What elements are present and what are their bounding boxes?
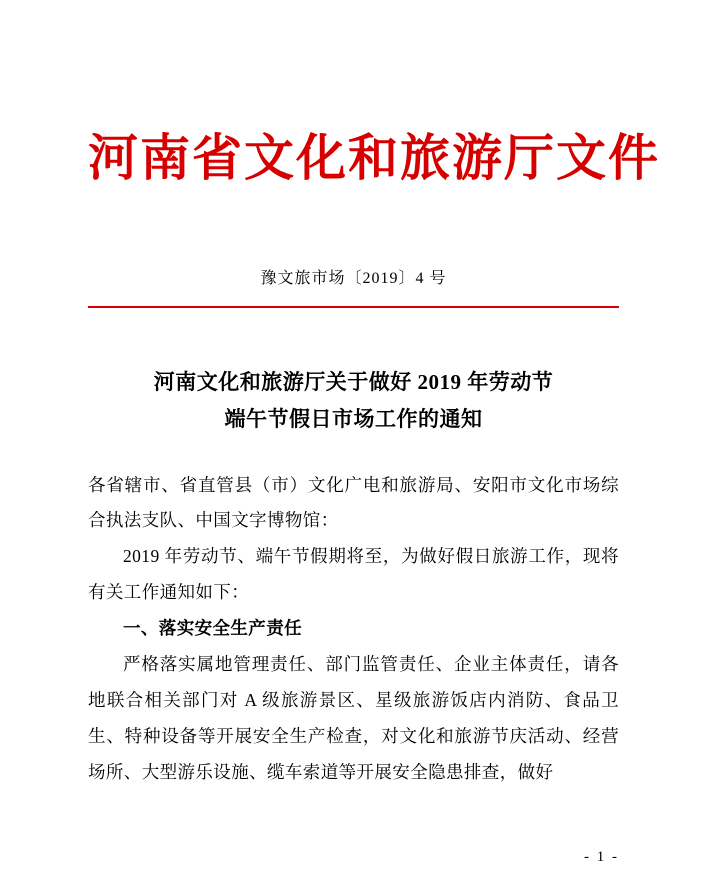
body-paragraph-section-1-text: 严格落实属地管理责任、部门监管责任、企业主体责任，请各地联合相关部门对 A 级旅游景区、星级旅游饭店内消防、食品卫生、特种设备等开展安全生产检查，对文化和旅游节庆活动、经营场所、大型游乐设施、缆车索道等开展安全隐患排查，做好: [88, 653, 619, 782]
document-body: [88, 438, 619, 791]
body-paragraph-addressee: 各省辖市、省直管县（市）文化广电和旅游局、安阳市文化市场综合执法支队、中国文字博物馆：: [88, 474, 619, 531]
subject-line-2: 端午节假日市场工作的通知: [224, 406, 483, 431]
body-paragraph-intro: 2019 年劳动节、端午节假期将至，为做好假日旅游工作，现将有关工作通知如下：: [88, 546, 619, 603]
page-number: - 1 -: [584, 849, 619, 865]
document-header-title: 河南省文化和旅游厅文件: [88, 128, 660, 187]
body-section-heading-1: 一、落实安全生产责任: [123, 618, 302, 638]
document-number: 豫文旅市场〔2019〕4 号: [260, 270, 447, 287]
document-subject: [88, 308, 619, 438]
subject-line-1: 河南文化和旅游厅关于做好 2019 年劳动节: [153, 370, 554, 394]
